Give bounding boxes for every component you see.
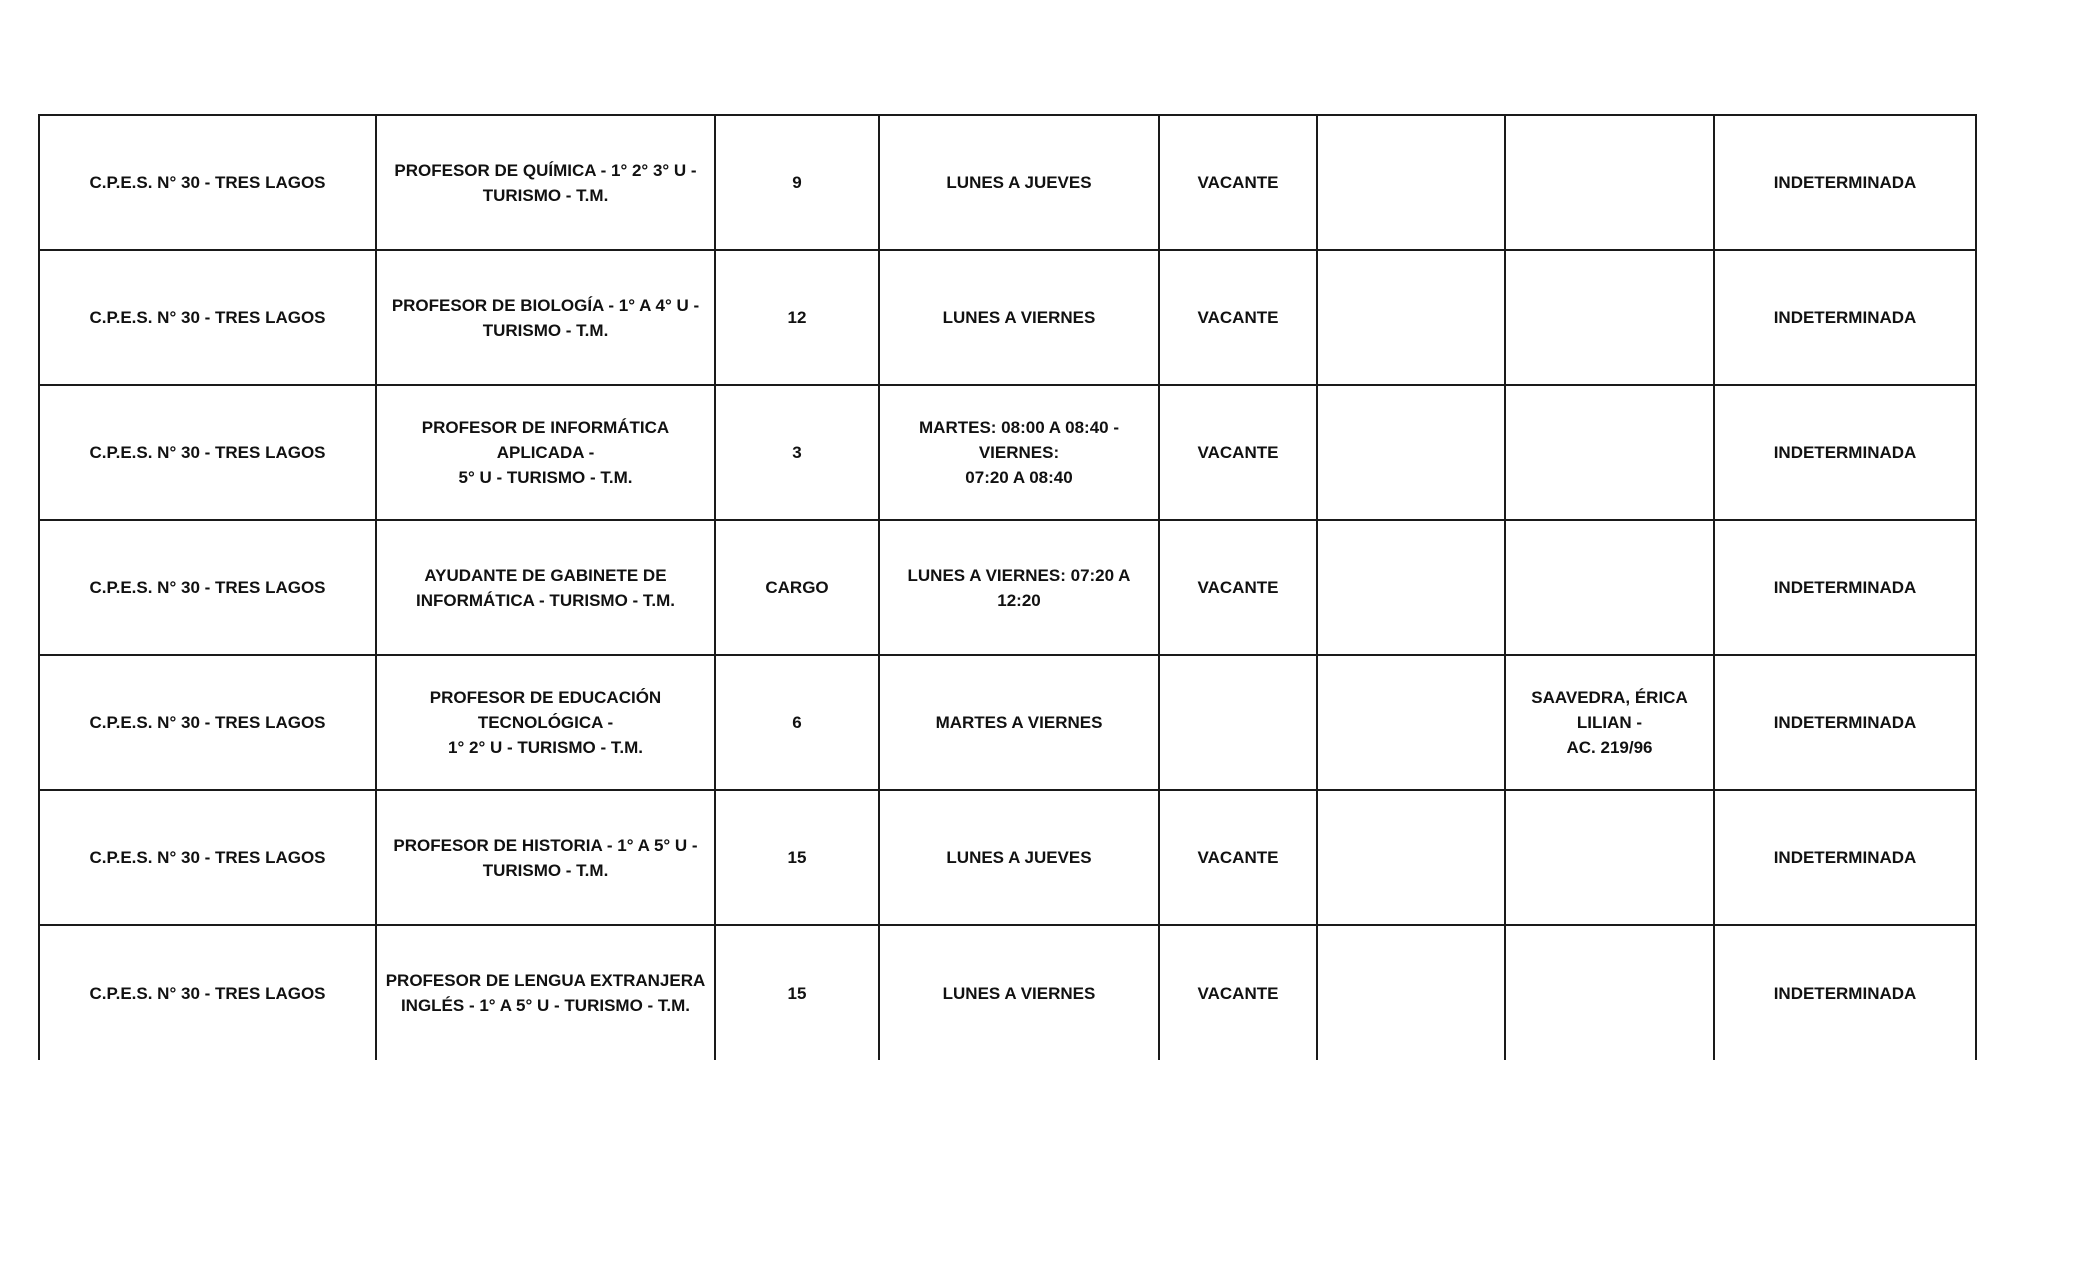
table-row [39,655,1976,790]
table-row [39,250,1976,385]
hours-cell: 12 [715,250,879,385]
status-cell: VACANTE [1159,250,1317,385]
schedule-cell: MARTES: 08:00 A 08:40 - VIERNES: 07:20 A 08:40 [879,385,1159,520]
duration-cell: INDETERMINADA [1714,790,1976,925]
blank-cell [1317,790,1505,925]
table-row [39,385,1976,520]
blank-cell [1317,520,1505,655]
blank-cell [1317,925,1505,1060]
school-cell: C.P.E.S. N° 30 - TRES LAGOS [39,520,376,655]
status-cell: VACANTE [1159,520,1317,655]
school-cell: C.P.E.S. N° 30 - TRES LAGOS [39,115,376,250]
schedule-cell: LUNES A VIERNES [879,250,1159,385]
status-cell: VACANTE [1159,385,1317,520]
blank-cell [1317,115,1505,250]
schedule-cell: LUNES A VIERNES [879,925,1159,1060]
school-cell: C.P.E.S. N° 30 - TRES LAGOS [39,790,376,925]
position-cell: PROFESOR DE INFORMÁTICA APLICADA - 5° U - TURISMO - T.M. [376,385,715,520]
status-cell: VACANTE [1159,790,1317,925]
status-cell: VACANTE [1159,925,1317,1060]
hours-cell: 15 [715,790,879,925]
hours-cell: 9 [715,115,879,250]
holder-cell [1505,790,1714,925]
duration-cell: INDETERMINADA [1714,520,1976,655]
school-cell: C.P.E.S. N° 30 - TRES LAGOS [39,655,376,790]
duration-cell: INDETERMINADA [1714,250,1976,385]
hours-cell: 15 [715,925,879,1060]
hours-cell: 6 [715,655,879,790]
school-cell: C.P.E.S. N° 30 - TRES LAGOS [39,925,376,1060]
position-cell: PROFESOR DE BIOLOGÍA - 1° A 4° U - TURISMO - T.M. [376,250,715,385]
table-row [39,790,1976,925]
schedule-cell: MARTES A VIERNES [879,655,1159,790]
duration-cell: INDETERMINADA [1714,385,1976,520]
schedule-cell: LUNES A JUEVES [879,115,1159,250]
duration-cell: INDETERMINADA [1714,925,1976,1060]
blank-cell [1317,655,1505,790]
position-cell: PROFESOR DE EDUCACIÓN TECNOLÓGICA - 1° 2° U - TURISMO - T.M. [376,655,715,790]
vacancies-table-body [39,115,1976,1060]
table-row [39,520,1976,655]
hours-cell: CARGO [715,520,879,655]
schedule-cell: LUNES A VIERNES: 07:20 A 12:20 [879,520,1159,655]
duration-cell: INDETERMINADA [1714,655,1976,790]
holder-cell [1505,925,1714,1060]
holder-cell [1505,250,1714,385]
vacancies-table [38,114,1977,1060]
duration-cell: INDETERMINADA [1714,115,1976,250]
schedule-cell: LUNES A JUEVES [879,790,1159,925]
position-cell: AYUDANTE DE GABINETE DE INFORMÁTICA - TURISMO - T.M. [376,520,715,655]
school-cell: C.P.E.S. N° 30 - TRES LAGOS [39,250,376,385]
holder-cell [1505,385,1714,520]
position-cell: PROFESOR DE LENGUA EXTRANJERA INGLÉS - 1° A 5° U - TURISMO - T.M. [376,925,715,1060]
holder-cell: SAAVEDRA, ÉRICA LILIAN - AC. 219/96 [1505,655,1714,790]
status-cell [1159,655,1317,790]
holder-cell [1505,520,1714,655]
position-cell: PROFESOR DE QUÍMICA - 1° 2° 3° U - TURISMO - T.M. [376,115,715,250]
blank-cell [1317,385,1505,520]
hours-cell: 3 [715,385,879,520]
blank-cell [1317,250,1505,385]
position-cell: PROFESOR DE HISTORIA - 1° A 5° U - TURISMO - T.M. [376,790,715,925]
school-cell: C.P.E.S. N° 30 - TRES LAGOS [39,385,376,520]
table-row [39,115,1976,250]
holder-cell [1505,115,1714,250]
table-row [39,925,1976,1060]
status-cell: VACANTE [1159,115,1317,250]
